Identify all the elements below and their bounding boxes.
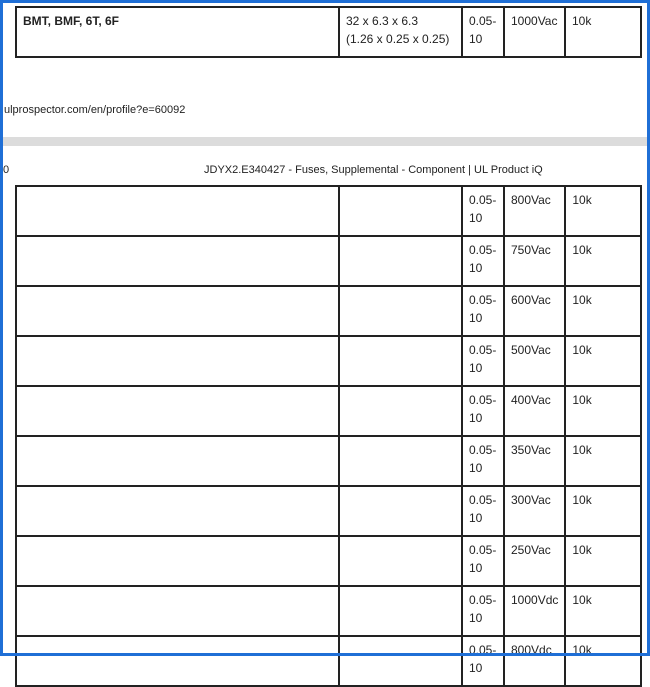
cell-interrupt: 10k: [565, 186, 641, 236]
cell-voltage: 250Vac: [504, 536, 565, 586]
table-row: [16, 586, 641, 636]
table-row: [16, 636, 641, 686]
cell-model: [16, 386, 339, 436]
cell-size: [339, 336, 462, 386]
table-row: [16, 486, 641, 536]
cell-size: [339, 236, 462, 286]
cell-amp-range: 0.05- 10: [462, 536, 504, 586]
cell-model: [16, 536, 339, 586]
cell-model: [16, 436, 339, 486]
fuse-spec-table-bottom-body: [16, 186, 641, 686]
cell-size: [339, 536, 462, 586]
cell-model: [16, 186, 339, 236]
table-row: [16, 7, 641, 57]
cell-model: [16, 636, 339, 686]
cell-size: [339, 386, 462, 436]
cell-amp-range: 0.05- 10: [462, 636, 504, 686]
cell-interrupt: 10k: [565, 336, 641, 386]
cell-amp-range: 0.05- 10: [462, 486, 504, 536]
cell-size: 32 x 6.3 x 6.3 (1.26 x 0.25 x 0.25): [339, 7, 462, 57]
cell-voltage: 300Vac: [504, 486, 565, 536]
cell-amp-range: 0.05- 10: [462, 436, 504, 486]
fuse-spec-table-top: [15, 6, 642, 58]
cell-voltage: 600Vac: [504, 286, 565, 336]
cell-amp-range: 0.05- 10: [462, 286, 504, 336]
cell-model: [16, 586, 339, 636]
cell-size: [339, 286, 462, 336]
page-separator: [0, 137, 650, 146]
cell-amp-range: 0.05- 10: [462, 7, 504, 57]
cell-interrupt: 10k: [565, 236, 641, 286]
cell-interrupt: 10k: [565, 286, 641, 336]
table-row: [16, 186, 641, 236]
cell-voltage: 800Vac: [504, 186, 565, 236]
cell-size: [339, 586, 462, 636]
cell-interrupt: 10k: [565, 486, 641, 536]
cell-size: [339, 436, 462, 486]
cell-interrupt: 10k: [565, 536, 641, 586]
cell-model: [16, 286, 339, 336]
page-number: 0: [3, 164, 10, 176]
table-row: [16, 536, 641, 586]
cell-voltage: 800Vdc: [504, 636, 565, 686]
cell-voltage: 400Vac: [504, 386, 565, 436]
cell-amp-range: 0.05- 10: [462, 386, 504, 436]
fuse-spec-table-bottom: [15, 185, 642, 687]
footer-url[interactable]: ulprospector.com/en/profile?e=60092: [4, 104, 186, 116]
cell-amp-range: 0.05- 10: [462, 236, 504, 286]
table-row: [16, 436, 641, 486]
cell-size: [339, 486, 462, 536]
cell-size: [339, 636, 462, 686]
cell-model: BMT, BMF, 6T, 6F: [16, 7, 339, 57]
cell-size: [339, 186, 462, 236]
cell-interrupt: 10k: [565, 586, 641, 636]
cell-voltage: 500Vac: [504, 336, 565, 386]
cell-voltage: 350Vac: [504, 436, 565, 486]
cell-model: [16, 236, 339, 286]
cell-model: [16, 336, 339, 386]
cell-amp-range: 0.05- 10: [462, 186, 504, 236]
table-row: [16, 336, 641, 386]
cell-voltage: 750Vac: [504, 236, 565, 286]
table-row: [16, 286, 641, 336]
page-header-title: JDYX2.E340427 - Fuses, Supplemental - Component | UL Product iQ: [204, 164, 543, 176]
cell-interrupt: 10k: [565, 7, 641, 57]
cell-interrupt: 10k: [565, 436, 641, 486]
cell-voltage: 1000Vac: [504, 7, 565, 57]
table-row: [16, 386, 641, 436]
table-row: [16, 236, 641, 286]
cell-model: [16, 486, 339, 536]
cell-interrupt: 10k: [565, 636, 641, 686]
fuse-spec-table-top-body: [16, 7, 641, 57]
cell-voltage: 1000Vdc: [504, 586, 565, 636]
cell-amp-range: 0.05- 10: [462, 336, 504, 386]
cell-amp-range: 0.05- 10: [462, 586, 504, 636]
cell-interrupt: 10k: [565, 386, 641, 436]
